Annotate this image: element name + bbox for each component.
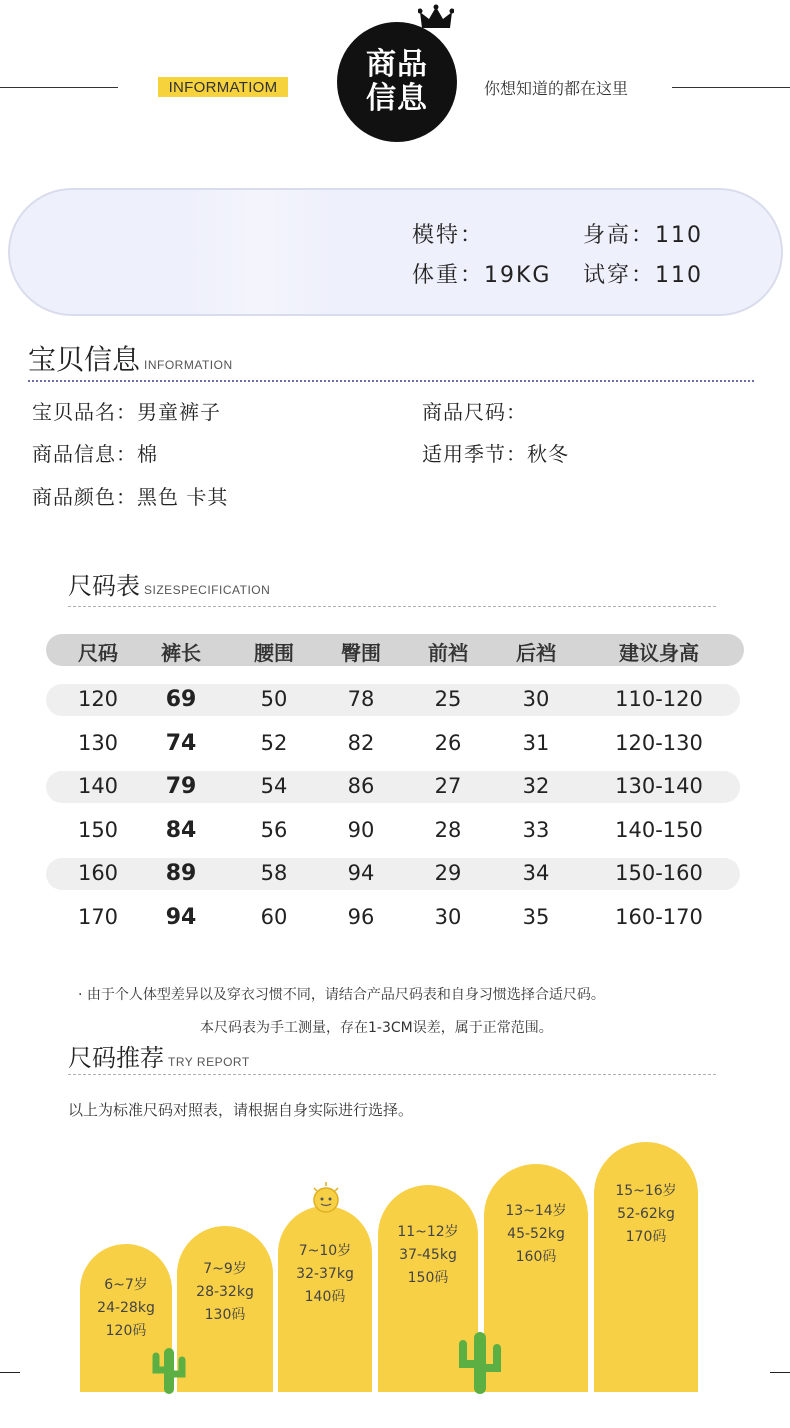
size-recommend-size: 170码	[625, 1229, 667, 1245]
product-size-label: 商品尺码：	[422, 400, 527, 424]
size-recommend-card	[177, 1226, 273, 1392]
size-table-header-cell: 尺码	[78, 641, 118, 665]
recommend-title-en: TRY REPORT	[168, 1055, 250, 1069]
size-table-cell: 94	[165, 905, 197, 930]
size-table-cell: 140	[77, 774, 119, 799]
size-table-cell: 30	[434, 905, 462, 929]
size-table-header-cell: 前裆	[428, 641, 468, 665]
size-table-cell: 120-130	[615, 730, 703, 755]
size-table-cell: 90	[347, 817, 375, 842]
size-table-cell: 160-170	[615, 905, 703, 929]
size-recommend-age: 7~10岁	[298, 1243, 352, 1259]
size-table-cell: 89	[165, 861, 197, 887]
product-season-value: 秋冬	[527, 442, 569, 466]
size-table-cell: 69	[165, 687, 197, 712]
product-size	[422, 396, 527, 425]
model-card	[8, 188, 783, 316]
size-recommend-weight: 24-28kg	[97, 1300, 155, 1316]
product-material-label: 商品信息：	[32, 442, 137, 466]
size-table-cell: 52	[260, 730, 288, 755]
model-weight-label: 体重：	[412, 263, 485, 288]
recommend-title	[68, 1038, 250, 1073]
size-recommend-card	[278, 1206, 372, 1392]
size-recommend-weight: 28-32kg	[196, 1284, 254, 1300]
product-name-label: 宝贝品名：	[32, 400, 137, 424]
recommend-divider	[68, 1074, 716, 1075]
size-table-cell: 50	[260, 687, 288, 711]
product-section-title	[28, 338, 233, 378]
product-season	[422, 438, 569, 467]
size-table-cell: 79	[165, 774, 197, 800]
size-table-cell: 120	[77, 687, 119, 711]
model-label: 模特：	[412, 223, 485, 248]
size-recommend-size: 160码	[515, 1249, 557, 1265]
model-height-value: 110	[655, 223, 704, 248]
header-subtitle: 你想知道的都在这里	[484, 79, 629, 98]
size-table-cell: 140-150	[615, 817, 703, 842]
crown-icon	[418, 4, 454, 32]
size-table-cell: 28	[434, 817, 462, 842]
size-table-cell: 130-140	[615, 774, 703, 799]
size-table-title-cn: 尺码表	[68, 572, 140, 600]
size-table-cell: 94	[347, 861, 375, 886]
model-try	[583, 258, 703, 289]
size-recommend-age: 11~12岁	[397, 1224, 459, 1240]
size-table-cell: 160	[77, 861, 119, 886]
recommend-title-cn: 尺码推荐	[68, 1044, 164, 1072]
model-try-value: 110	[655, 263, 704, 288]
product-color-value: 黑色 卡其	[137, 485, 229, 509]
size-table-cell: 35	[522, 905, 550, 929]
size-table-cell: 34	[522, 861, 550, 886]
size-table-header-cell: 腰围	[254, 641, 294, 665]
size-table-cell: 130	[77, 730, 119, 755]
size-table-title	[68, 566, 270, 601]
size-table-cell: 26	[434, 730, 462, 755]
cactus-icon	[454, 1328, 506, 1394]
product-material-value: 棉	[137, 442, 158, 466]
size-table-cell: 84	[165, 817, 197, 843]
cactus-icon	[148, 1344, 190, 1394]
product-color	[32, 481, 228, 510]
size-table-cell: 110-120	[615, 687, 703, 711]
size-recommend-weight: 45-52kg	[507, 1226, 565, 1242]
size-table-cell: 150	[77, 817, 119, 842]
size-table-cell: 86	[347, 774, 375, 799]
size-recommend-weight: 37-45kg	[399, 1247, 457, 1263]
sun-icon	[306, 1178, 346, 1218]
size-recommend-size: 150码	[407, 1270, 449, 1286]
header-left-line	[0, 87, 118, 88]
size-table-cell: 29	[434, 861, 462, 886]
size-table-title-en: SIZESPECIFICATION	[144, 583, 271, 597]
size-recommend-age: 6~7岁	[104, 1277, 148, 1293]
size-table-divider	[68, 606, 716, 607]
size-table-cell: 74	[165, 730, 197, 756]
size-table-cell: 32	[522, 774, 550, 799]
header-right-line	[672, 87, 790, 88]
bottom-right-line	[770, 1372, 790, 1373]
size-table-cell: 25	[434, 687, 462, 711]
size-recommend-weight: 32-37kg	[296, 1266, 354, 1282]
size-table-cell: 60	[260, 905, 288, 929]
model-weight	[412, 258, 551, 289]
header-badge-line1: 商品	[366, 47, 428, 82]
product-season-label: 适用季节：	[422, 442, 527, 466]
size-table-cell: 150-160	[615, 861, 703, 886]
size-recommend-size: 140码	[304, 1289, 346, 1305]
product-title-en: INFORMATION	[144, 358, 233, 372]
size-table-header-cell: 臀围	[341, 641, 381, 665]
size-table-header-cell: 裤长	[161, 641, 201, 665]
product-name	[32, 396, 221, 425]
size-table-header-cell: 后裆	[516, 641, 556, 665]
size-recommend-card	[594, 1142, 698, 1392]
size-table-cell: 54	[260, 774, 288, 799]
size-recommend-size: 130码	[204, 1307, 246, 1323]
size-table-cell: 96	[347, 905, 375, 929]
size-table-cell: 30	[522, 687, 550, 711]
size-note-1: · 由于个人体型差异以及穿衣习惯不同，请结合产品尺码表和自身习惯选择合适尺码。	[78, 987, 605, 1003]
size-table-cell: 33	[522, 817, 550, 842]
size-recommend-age: 13~14岁	[505, 1203, 567, 1219]
size-table-cell: 58	[260, 861, 288, 886]
product-color-label: 商品颜色：	[32, 485, 137, 509]
size-recommend-weight: 52-62kg	[617, 1206, 675, 1222]
model-height-label: 身高：	[583, 223, 656, 248]
product-title-cn: 宝贝信息	[28, 343, 141, 376]
recommend-desc: 以上为标准尺码对照表，请根据自身实际进行选择。	[68, 1101, 414, 1119]
header-badge	[337, 22, 457, 142]
size-recommend-age: 15~16岁	[615, 1183, 677, 1199]
product-name-value: 男童裤子	[137, 400, 221, 424]
model-try-label: 试穿：	[583, 263, 656, 288]
size-table-cell: 56	[260, 817, 288, 842]
model-weight-value: 19KG	[484, 263, 552, 288]
header-badge-line2: 信息	[366, 81, 428, 116]
size-table-cell: 31	[522, 730, 550, 755]
size-table-cell: 170	[77, 905, 119, 929]
model-height	[583, 218, 703, 249]
header-en-label: INFORMATIOM	[158, 77, 288, 97]
size-table-cell: 78	[347, 687, 375, 711]
size-table-cell: 27	[434, 774, 462, 799]
size-recommend-size: 120码	[105, 1323, 147, 1339]
size-note-2: 本尺码表为手工测量，存在1-3CM误差，属于正常范围。	[200, 1020, 553, 1036]
bottom-left-line	[0, 1372, 20, 1373]
product-divider	[28, 380, 754, 382]
size-table-header-cell: 建议身高	[619, 641, 699, 665]
product-material	[32, 438, 158, 467]
size-recommend-age: 7~9岁	[203, 1261, 247, 1277]
size-table-cell: 82	[347, 730, 375, 755]
